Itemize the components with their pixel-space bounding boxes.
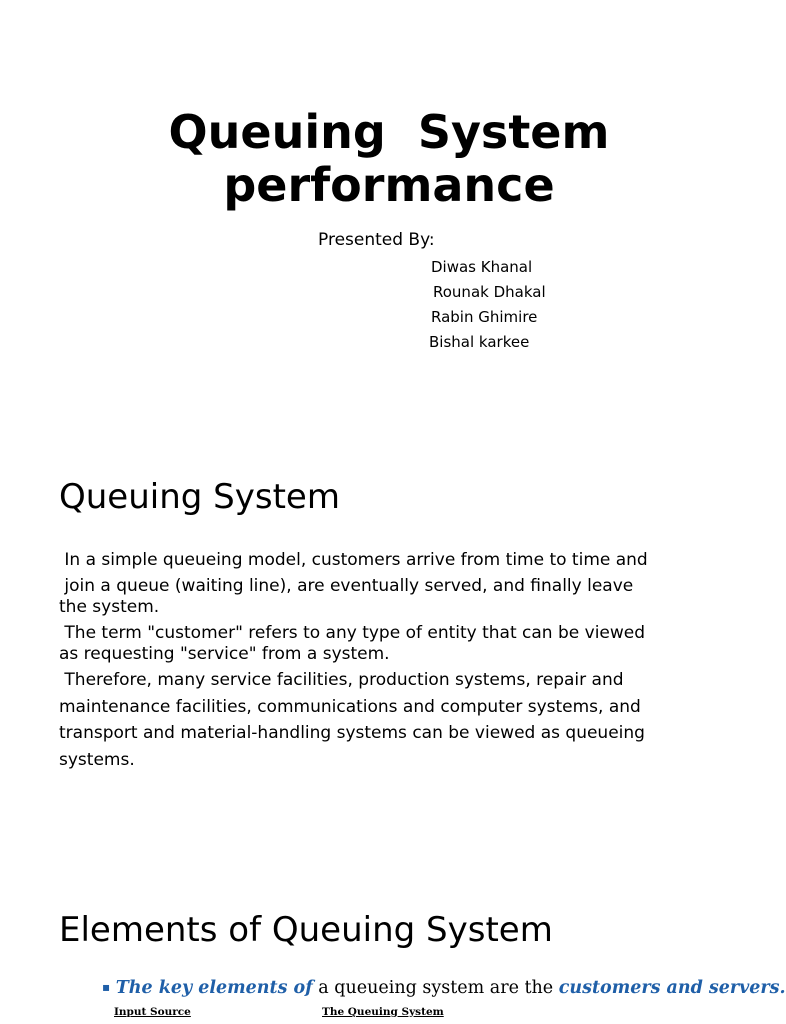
diagram-text: a queueing system are the — [312, 978, 559, 998]
body-text-line: systems. — [59, 750, 135, 770]
slide-title — [0, 106, 778, 212]
body-text-line: In a simple queueing model, customers arrive from time to time and — [59, 550, 648, 570]
section-heading-queuing-system: Queuing System — [59, 477, 340, 517]
presenter-name: Diwas Khanal — [431, 258, 533, 276]
diagram-caption-queuing-system: The Queuing System — [322, 1006, 444, 1018]
square-bullet-icon: ▪ — [102, 980, 111, 994]
body-text-line: join a queue (waiting line), are eventually served, and finally leave — [59, 576, 634, 596]
presenter-name: Bishal karkee — [429, 333, 530, 351]
body-text-line: the system. — [59, 597, 160, 617]
elements-diagram-image — [96, 972, 786, 1024]
presenter-name: Rabin Ghimire — [431, 308, 538, 326]
title-line-2: performance — [223, 158, 555, 212]
diagram-caption-input-source: Input Source — [114, 1006, 191, 1018]
body-text-line: Therefore, many service facilities, production systems, repair and — [59, 670, 624, 690]
body-text-line: The term "customer" refers to any type of entity that can be viewed — [59, 623, 646, 643]
presented-by-label: Presented By: — [318, 230, 435, 250]
section-heading-elements: Elements of Queuing System — [59, 910, 553, 950]
diagram-bullet-text — [102, 976, 786, 999]
diagram-emphasis: customers and servers. — [558, 978, 786, 998]
presenter-name: Rounak Dhakal — [433, 283, 546, 301]
diagram-emphasis: The key elements of — [115, 978, 313, 998]
title-line-1: Queuing System — [168, 105, 610, 159]
body-text-line: maintenance facilities, communications and computer systems, and — [59, 697, 641, 717]
body-text-line: transport and material-handling systems can be viewed as queueing — [59, 723, 645, 743]
body-text-line: as requesting "service" from a system. — [59, 644, 390, 664]
